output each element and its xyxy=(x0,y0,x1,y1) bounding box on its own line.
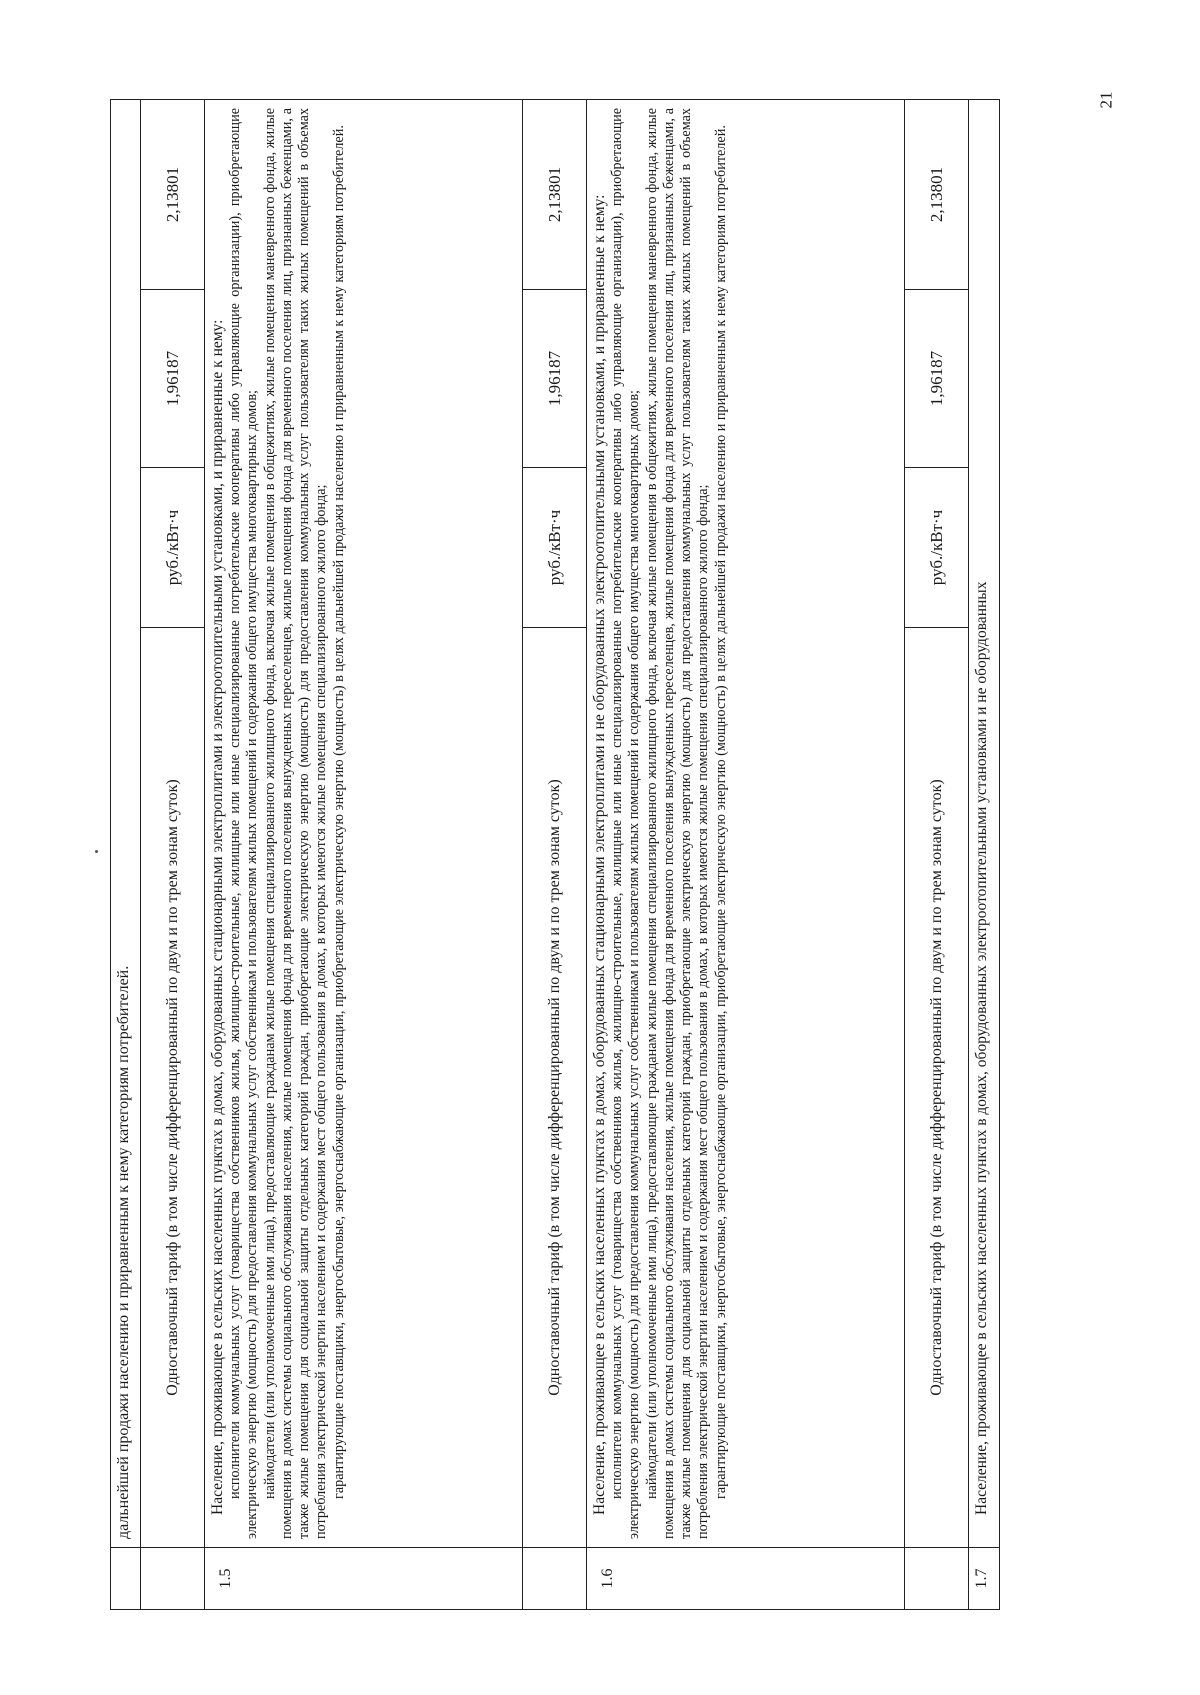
scan-artifact-dot xyxy=(95,850,98,853)
section-description xyxy=(969,100,1000,1548)
section-paragraph: исполнители коммунальных услуг (товарищества собственников жилья, жилищно-строительные, жилищные или иные специализированные потребительские кооперативы либо управляющие организации), приобретающие электрическую энергию (мощность) для предоставления коммунальных услуг собственникам и пользователям жилых помещений и содержания общего имущества многоквартирных домов; xyxy=(227,108,261,1539)
row-number-cell xyxy=(141,1548,205,1610)
table-row-tariff xyxy=(905,100,969,1610)
row-number-cell xyxy=(523,1548,587,1610)
row-number-cell xyxy=(111,1548,141,1610)
section-number: 1.6 xyxy=(587,1548,905,1610)
section-heading: Население, проживающее в сельских населенных пунктах в домах, оборудованных стационарными электроплитами и электроотопительными установками, и приравненные к нему: xyxy=(209,319,226,1515)
page-number: 21 xyxy=(1096,91,1116,109)
continuation-text: дальнейшей продажи населению и приравненным к нему категориям потребителей. xyxy=(111,100,141,1548)
tariff-label: Одноставочный тариф (в том числе дифференцированный по двум и по трем зонам суток) xyxy=(905,628,969,1548)
unit-cell: руб./кВт·ч xyxy=(141,468,205,628)
row-number-cell xyxy=(905,1548,969,1610)
value-2-cell: 2,13801 xyxy=(523,100,587,290)
table-row-section-partial xyxy=(969,100,1000,1610)
table-row-continuation xyxy=(111,100,141,1610)
tariff-label: Одноставочный тариф (в том числе дифференцированный по двум и по трем зонам суток) xyxy=(141,628,205,1548)
section-heading: Население, проживающее в сельских населенных пунктах в домах, оборудованных стационарными электроплитами и не оборудованных электроотопительными установками, и приравненные к нему: xyxy=(591,194,608,1515)
section-paragraph: гарантирующие поставщики, энергосбытовые, энергоснабжающие организации, приобретающие электрическую энергию (мощность) в целях дальнейшей продажи населению и приравненным к нему категориям потребителей. xyxy=(712,125,729,1499)
table-row-tariff xyxy=(141,100,205,1610)
table-row-tariff xyxy=(523,100,587,1610)
section-paragraph: исполнители коммунальных услуг (товарищества собственников жилья, жилищно-строительные, жилищные или иные специализированные потребительские кооперативы либо управляющие организации), приобретающие электрическую энергию (мощность) для предоставления коммунальных услуг собственникам и пользователям жилых помещений и содержания общего имущества многоквартирных домов; xyxy=(609,108,643,1539)
section-number: 1.5 xyxy=(205,1548,523,1610)
table-row-section xyxy=(205,100,523,1610)
section-paragraph: наймодатели (или уполномоченные ими лица), предоставляющие гражданам жилые помещения специализированного жилищного фонда, включая жилые помещения в общежитиях, жилые помещения маневренного фонда, жилые помещения в домах системы социального обслуживания населения, жилые помещения фонда для временного поселения вынужденных переселенцев, жилые помещения фонда для временного поселения лиц, признанных беженцами, а также жилые помещения для социальной защиты отдельных категорий граждан, приобретающие электрическую энергию (мощность) для предоставления коммунальных услуг пользователям таких жилых помещений в объемах потребления электрической энергии населением и содержания мест общего пользования в домах, в которых имеются жилые помещения специализированного жилого фонда; xyxy=(261,108,330,1539)
tariff-label: Одноставочный тариф (в том числе дифференцированный по двум и по трем зонам суток) xyxy=(523,628,587,1548)
rotated-page-content xyxy=(110,100,1000,1610)
value-1-cell: 1,96187 xyxy=(141,290,205,468)
section-paragraph: гарантирующие поставщики, энергосбытовые, энергоснабжающие организации, приобретающие электрическую энергию (мощность) в целях дальнейшей продажи населению и приравненным к нему категориям потребителей. xyxy=(330,125,347,1499)
tariff-table xyxy=(110,99,1000,1610)
unit-cell: руб./кВт·ч xyxy=(523,468,587,628)
table-row-section xyxy=(587,100,905,1610)
value-2-cell: 2,13801 xyxy=(141,100,205,290)
section-heading: Население, проживающее в сельских населенных пунктах в домах, оборудованных электроотопительными установками и не оборудованных xyxy=(973,581,990,1515)
value-2-cell: 2,13801 xyxy=(905,100,969,290)
section-description xyxy=(205,100,523,1548)
section-paragraph: наймодатели (или уполномоченные ими лица), предоставляющие гражданам жилые помещения специализированного жилищного фонда, включая жилые помещения в общежитиях, жилые помещения маневренного фонда, жилые помещения в домах системы социального обслуживания населения, жилые помещения фонда для временного поселения вынужденных переселенцев, жилые помещения фонда для временного поселения лиц, признанных беженцами, а также жилые помещения для социальной защиты отдельных категорий граждан, приобретающие электрическую энергию (мощность) для предоставления коммунальных услуг пользователям таких жилых помещений в объемах потребления электрической энергии населением и содержания мест общего пользования в домах, в которых имеются жилые помещения специализированного жилого фонда; xyxy=(643,108,712,1539)
section-number: 1.7 xyxy=(969,1548,1000,1610)
value-1-cell: 1,96187 xyxy=(905,290,969,468)
unit-cell: руб./кВт·ч xyxy=(905,468,969,628)
value-1-cell: 1,96187 xyxy=(523,290,587,468)
section-description xyxy=(587,100,905,1548)
